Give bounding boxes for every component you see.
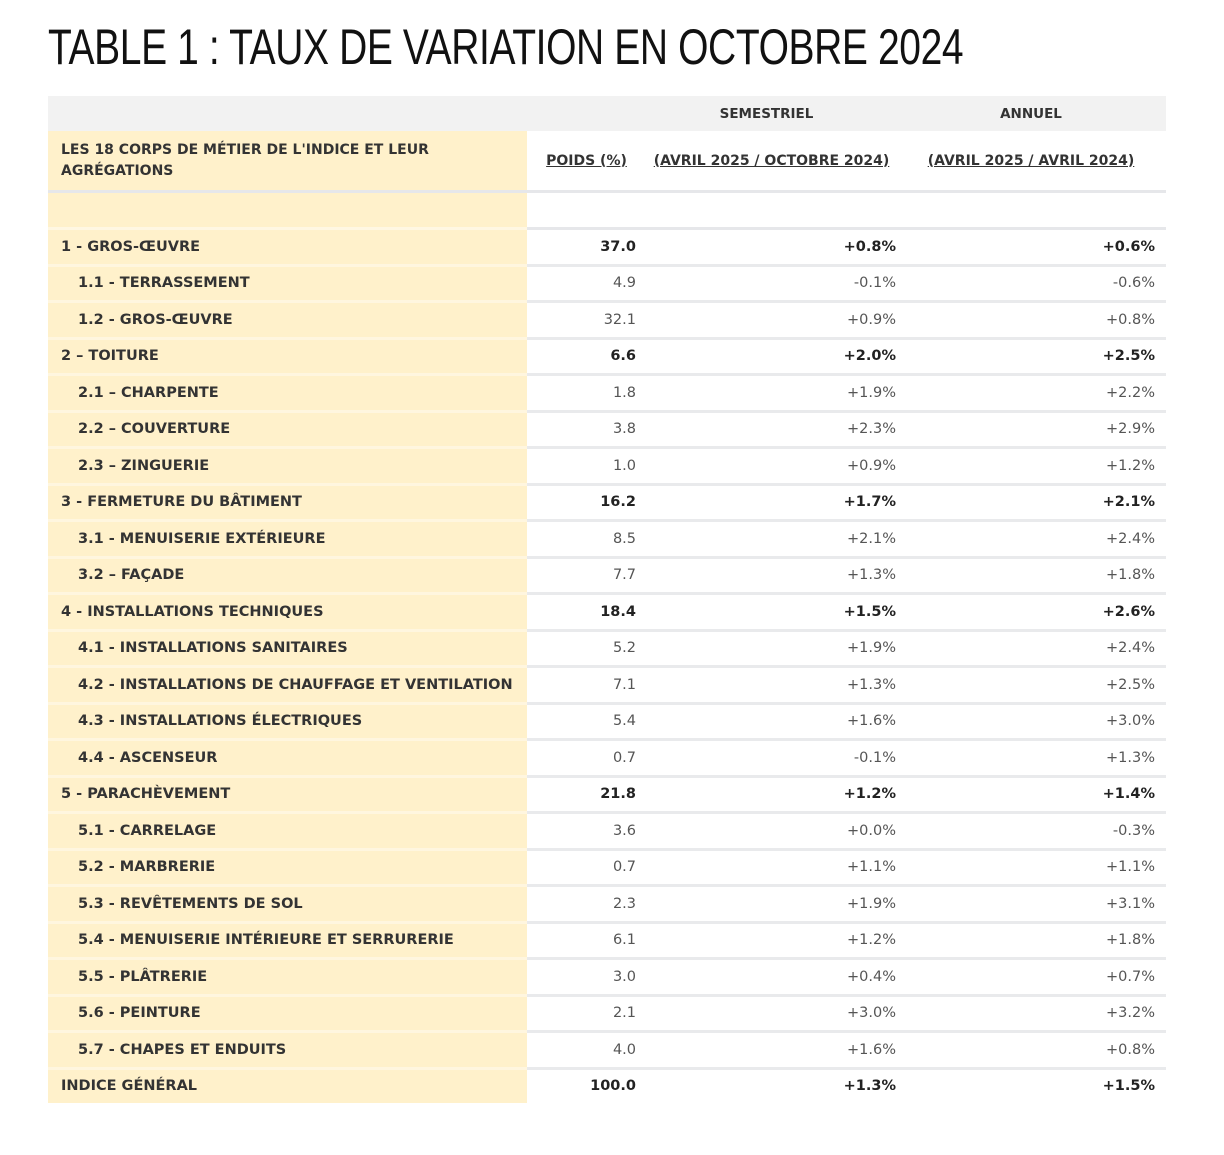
row-annuel: +2.4% bbox=[1106, 640, 1155, 657]
row-semestriel: +2.3% bbox=[847, 421, 896, 438]
row-label: 3 - FERMETURE DU BÂTIMENT bbox=[48, 486, 527, 523]
row-semestriel: +1.3% bbox=[847, 676, 896, 693]
row-semestriel: +1.9% bbox=[847, 895, 896, 912]
group-header-annuel: ANNUEL bbox=[1000, 105, 1062, 122]
row-poids: 32.1 bbox=[603, 311, 636, 328]
table-row bbox=[48, 303, 1166, 340]
row-annuel: +2.6% bbox=[1102, 603, 1155, 620]
row-annuel: +1.2% bbox=[1106, 457, 1155, 474]
row-poids: 16.2 bbox=[600, 494, 636, 511]
table-row bbox=[48, 522, 1166, 559]
table-row bbox=[48, 960, 1166, 997]
row-poids: 1.0 bbox=[612, 457, 636, 474]
spacer-cell bbox=[48, 193, 527, 230]
table-row bbox=[48, 1033, 1166, 1070]
row-label: 4.4 - ASCENSEUR bbox=[48, 741, 527, 778]
row-annuel: +1.4% bbox=[1102, 786, 1155, 803]
row-semestriel: +0.9% bbox=[847, 311, 896, 328]
row-label: 2.2 – COUVERTURE bbox=[48, 413, 527, 450]
table-row bbox=[48, 778, 1166, 815]
row-annuel: +1.8% bbox=[1106, 932, 1155, 949]
row-label: 4.3 - INSTALLATIONS ÉLECTRIQUES bbox=[48, 705, 527, 742]
row-semestriel: +1.6% bbox=[847, 713, 896, 730]
table-row bbox=[48, 668, 1166, 705]
row-annuel: +2.5% bbox=[1102, 348, 1155, 365]
row-poids: 0.7 bbox=[612, 859, 636, 876]
row-semestriel: +1.2% bbox=[847, 932, 896, 949]
row-poids: 7.1 bbox=[612, 676, 636, 693]
row-poids: 0.7 bbox=[612, 749, 636, 766]
column-header-semestriel[interactable]: (AVRIL 2025 / OCTOBRE 2024) bbox=[653, 152, 890, 169]
row-poids: 6.1 bbox=[612, 932, 636, 949]
row-label: 4 - INSTALLATIONS TECHNIQUES bbox=[48, 595, 527, 632]
table-row bbox=[48, 267, 1166, 304]
row-semestriel: +1.6% bbox=[847, 1041, 896, 1058]
row-label: 5.5 - PLÂTRERIE bbox=[48, 960, 527, 997]
row-annuel: +2.9% bbox=[1106, 421, 1155, 438]
row-semestriel: +1.3% bbox=[843, 1078, 896, 1095]
table-group-header-row bbox=[48, 96, 1166, 131]
row-label: 5.4 - MENUISERIE INTÉRIEURE ET SERRURERIE bbox=[48, 924, 527, 961]
table-row bbox=[48, 340, 1166, 377]
row-poids: 3.8 bbox=[612, 421, 636, 438]
table-row bbox=[48, 997, 1166, 1034]
row-annuel: +0.8% bbox=[1106, 1041, 1155, 1058]
row-label: 3.2 – FAÇADE bbox=[48, 559, 527, 596]
row-poids: 37.0 bbox=[600, 238, 636, 255]
table-body bbox=[48, 230, 1166, 1103]
row-semestriel: +1.1% bbox=[847, 859, 896, 876]
row-poids: 7.7 bbox=[612, 567, 636, 584]
row-poids: 8.5 bbox=[612, 530, 636, 547]
row-semestriel: +1.5% bbox=[843, 603, 896, 620]
row-annuel: +1.8% bbox=[1106, 567, 1155, 584]
row-semestriel: +1.7% bbox=[843, 494, 896, 511]
row-label: 4.2 - INSTALLATIONS DE CHAUFFAGE ET VENTILATION bbox=[48, 668, 527, 705]
table-row bbox=[48, 632, 1166, 669]
row-poids: 6.6 bbox=[610, 348, 636, 365]
row-semestriel: +2.0% bbox=[843, 348, 896, 365]
group-header-empty-cell bbox=[527, 96, 637, 131]
table-row bbox=[48, 595, 1166, 632]
row-label: 5.6 - PEINTURE bbox=[48, 997, 527, 1034]
table-row bbox=[48, 486, 1166, 523]
row-annuel: +0.6% bbox=[1102, 238, 1155, 255]
row-annuel: +2.5% bbox=[1106, 676, 1155, 693]
row-annuel: +3.2% bbox=[1106, 1005, 1155, 1022]
row-label: 4.1 - INSTALLATIONS SANITAIRES bbox=[48, 632, 527, 669]
row-label: 5.2 - MARBRERIE bbox=[48, 851, 527, 888]
row-semestriel: +1.3% bbox=[847, 567, 896, 584]
row-annuel: +2.4% bbox=[1106, 530, 1155, 547]
row-semestriel: +3.0% bbox=[847, 1005, 896, 1022]
row-poids: 2.3 bbox=[612, 895, 636, 912]
row-label: 2.1 – CHARPENTE bbox=[48, 376, 527, 413]
table-row bbox=[48, 413, 1166, 450]
column-header-annuel[interactable]: (AVRIL 2025 / AVRIL 2024) bbox=[927, 152, 1135, 169]
table-row bbox=[48, 741, 1166, 778]
row-label: 5 - PARACHÈVEMENT bbox=[48, 778, 527, 815]
row-semestriel: -0.1% bbox=[853, 749, 896, 766]
row-poids: 3.0 bbox=[612, 968, 636, 985]
row-annuel: +1.1% bbox=[1106, 859, 1155, 876]
table-spacer-row bbox=[48, 193, 1166, 230]
column-header-poids[interactable]: POIDS (%) bbox=[546, 152, 627, 169]
table-row bbox=[48, 230, 1166, 267]
row-annuel: -0.6% bbox=[1112, 275, 1155, 292]
row-semestriel: +0.4% bbox=[847, 968, 896, 985]
row-semestriel: +0.0% bbox=[847, 822, 896, 839]
row-poids: 5.2 bbox=[612, 640, 636, 657]
row-annuel: +3.1% bbox=[1106, 895, 1155, 912]
row-label: 5.3 - REVÊTEMENTS DE SOL bbox=[48, 887, 527, 924]
column-header-label: LES 18 CORPS DE MÉTIER DE L'INDICE ET LEUR AGRÉGATIONS bbox=[48, 131, 527, 190]
row-label: INDICE GÉNÉRAL bbox=[48, 1070, 527, 1104]
row-annuel: +0.8% bbox=[1106, 311, 1155, 328]
row-annuel: +2.2% bbox=[1106, 384, 1155, 401]
table-row bbox=[48, 851, 1166, 888]
group-header-semestriel: SEMESTRIEL bbox=[719, 105, 814, 122]
row-label: 2 – TOITURE bbox=[48, 340, 527, 377]
table-row bbox=[48, 376, 1166, 413]
row-label: 2.3 – ZINGUERIE bbox=[48, 449, 527, 486]
row-annuel: +1.5% bbox=[1102, 1078, 1155, 1095]
row-annuel: +3.0% bbox=[1106, 713, 1155, 730]
row-semestriel: +1.2% bbox=[843, 786, 896, 803]
row-poids: 100.0 bbox=[590, 1078, 636, 1095]
row-poids: 4.0 bbox=[612, 1041, 636, 1058]
row-label: 1.2 - GROS-ŒUVRE bbox=[48, 303, 527, 340]
row-poids: 2.1 bbox=[612, 1005, 636, 1022]
row-annuel: +2.1% bbox=[1102, 494, 1155, 511]
row-poids: 1.8 bbox=[612, 384, 636, 401]
row-semestriel: +2.1% bbox=[847, 530, 896, 547]
table-row bbox=[48, 705, 1166, 742]
row-poids: 3.6 bbox=[612, 822, 636, 839]
table-row bbox=[48, 814, 1166, 851]
table-column-header-row bbox=[48, 131, 1166, 193]
table-row bbox=[48, 449, 1166, 486]
row-annuel: -0.3% bbox=[1112, 822, 1155, 839]
row-semestriel: +0.8% bbox=[843, 238, 896, 255]
row-semestriel: +1.9% bbox=[847, 384, 896, 401]
row-poids: 5.4 bbox=[612, 713, 636, 730]
row-poids: 21.8 bbox=[600, 786, 636, 803]
row-annuel: +1.3% bbox=[1106, 749, 1155, 766]
group-header-empty-cell bbox=[48, 96, 527, 131]
row-poids: 18.4 bbox=[600, 603, 636, 620]
table-row bbox=[48, 924, 1166, 961]
row-semestriel: +1.9% bbox=[847, 640, 896, 657]
page-title: TABLE 1 : TAUX DE VARIATION EN OCTOBRE 2024 bbox=[48, 19, 964, 75]
row-label: 1.1 - TERRASSEMENT bbox=[48, 267, 527, 304]
table-row bbox=[48, 559, 1166, 596]
variation-table bbox=[48, 96, 1166, 1103]
row-semestriel: -0.1% bbox=[853, 275, 896, 292]
row-label: 5.7 - CHAPES ET ENDUITS bbox=[48, 1033, 527, 1070]
row-label: 3.1 - MENUISERIE EXTÉRIEURE bbox=[48, 522, 527, 559]
row-poids: 4.9 bbox=[612, 275, 636, 292]
table-row bbox=[48, 1070, 1166, 1104]
row-label: 5.1 - CARRELAGE bbox=[48, 814, 527, 851]
row-label: 1 - GROS-ŒUVRE bbox=[48, 230, 527, 267]
table-row bbox=[48, 887, 1166, 924]
row-annuel: +0.7% bbox=[1106, 968, 1155, 985]
row-semestriel: +0.9% bbox=[847, 457, 896, 474]
